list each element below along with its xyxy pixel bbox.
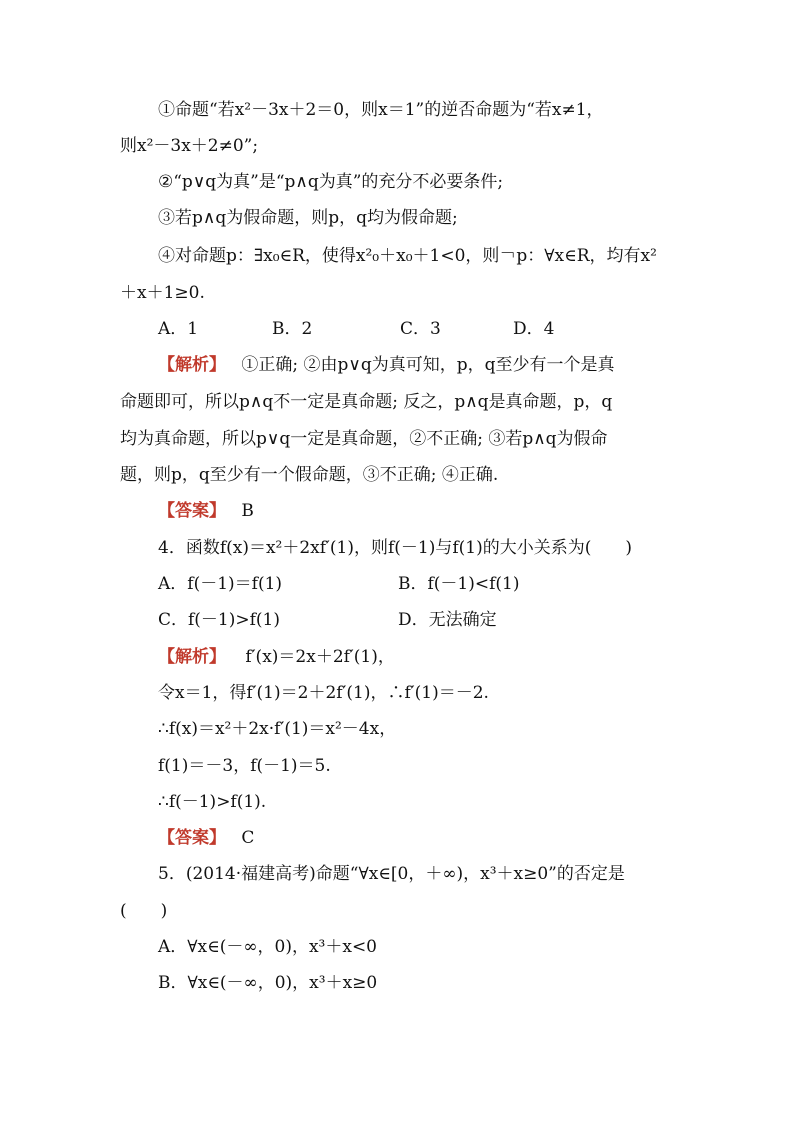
q3-item1-line2: 则x²－3x＋2≠0”; (120, 136, 259, 156)
q3-option-d: D．4 (513, 319, 555, 339)
q3-analysis-line1 (158, 353, 615, 377)
q3-item4-line1: ④对命题p：∃x₀∈R，使得x²₀＋x₀＋1<0，则￢p：∀x∈R，均有x² (158, 246, 657, 266)
q4-answer-value: C (241, 828, 255, 848)
q5-stem-line2: ( ) (120, 901, 168, 921)
q3-option-b: B．2 (272, 319, 313, 339)
q4-option-a: A．f(－1)＝f(1) (158, 574, 283, 594)
q4-analysis-line1 (158, 645, 395, 669)
q3-item4-line2: ＋x＋1≥0. (120, 283, 205, 303)
answer-tag: 【答案】 (158, 828, 226, 848)
q3-item3: ③若p∧q为假命题，则p，q均为假命题; (158, 208, 458, 228)
q3-item2: ②“p∨q为真”是“p∧q为真”的充分不必要条件; (158, 172, 504, 192)
q3-analysis-text: ①正确; ②由p∨q为真可知，p，q至少有一个是真 (241, 355, 615, 375)
q4-analysis-line2: 令x＝1，得f′(1)＝2＋2f′(1)，∴f′(1)＝－2. (158, 683, 489, 703)
analysis-tag: 【解析】 (158, 355, 226, 375)
q3-answer (158, 499, 254, 523)
q4-option-b: B．f(－1)<f(1) (398, 574, 520, 594)
analysis-tag: 【解析】 (158, 647, 226, 667)
q4-analysis-line4: f(1)＝－3，f(－1)＝5. (158, 756, 331, 776)
q5-option-b: B．∀x∈(－∞，0)，x³＋x≥0 (158, 973, 378, 993)
q3-option-a: A．1 (158, 319, 199, 339)
q5-option-a: A．∀x∈(－∞，0)，x³＋x<0 (158, 937, 377, 957)
q3-analysis-line4: 题，则p，q至少有一个假命题，③不正确; ④正确. (120, 465, 499, 485)
q4-analysis-line3: ∴f(x)＝x²＋2x·f′(1)＝x²－4x， (158, 719, 397, 739)
q3-item1-line1: ①命题“若x²－3x＋2＝0，则x＝1”的逆否命题为“若x≠1， (158, 100, 604, 120)
q4-analysis-line5: ∴f(－1)>f(1). (158, 792, 267, 812)
q5-stem-line1: 5．(2014·福建高考)命题“∀x∈[0，＋∞)，x³＋x≥0”的否定是 (158, 864, 625, 884)
q4-options-row2 (158, 608, 497, 632)
q3-analysis-line2: 命题即可，所以p∧q不一定是真命题; 反之，p∧q是真命题，p，q (120, 392, 613, 412)
q4-option-c: C．f(－1)>f(1) (158, 610, 280, 630)
q4-answer (158, 826, 254, 850)
q4-analysis-text: f′(x)＝2x＋2f′(1)， (245, 647, 395, 667)
q4-stem: 4．函数f(x)＝x²＋2xf′(1)，则f(－1)与f(1)的大小关系为( ) (158, 538, 633, 558)
q3-option-c: C．3 (400, 319, 441, 339)
q4-option-d: D．无法确定 (398, 610, 497, 630)
q3-answer-value: B (241, 501, 254, 521)
answer-tag: 【答案】 (158, 501, 226, 521)
q3-options (158, 317, 554, 341)
q4-options-row1 (158, 572, 519, 596)
q3-analysis-line3: 均为真命题，所以p∨q一定是真命题，②不正确; ③若p∧q为假命 (120, 429, 608, 449)
